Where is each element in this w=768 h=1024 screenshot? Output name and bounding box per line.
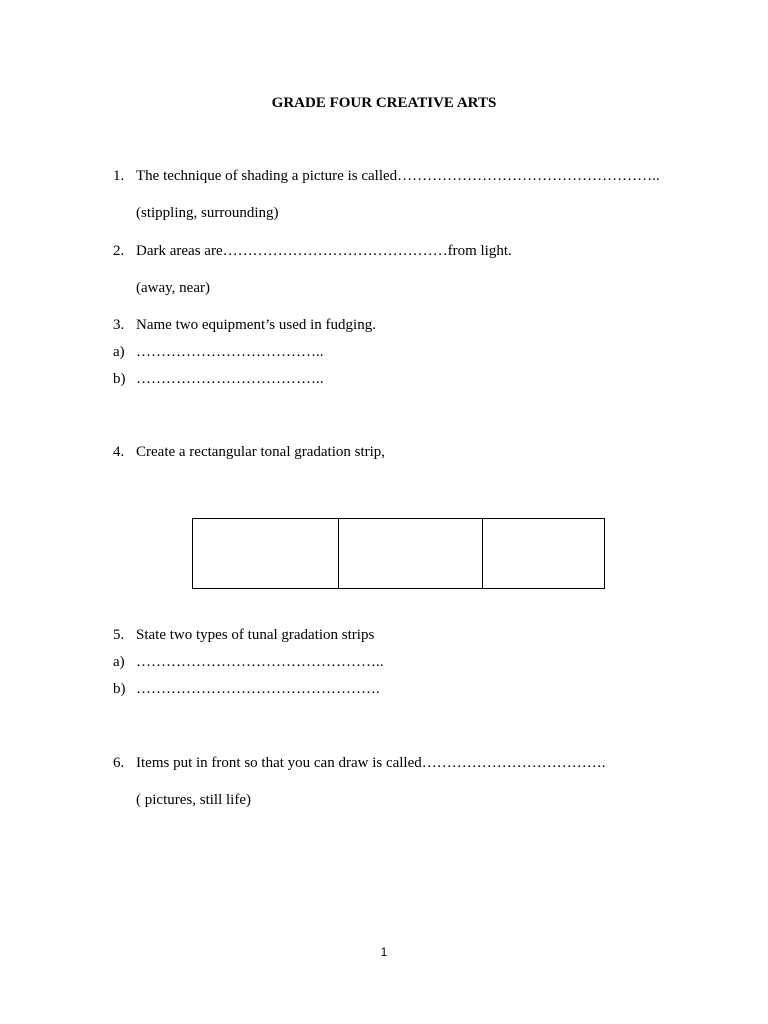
question-5-answer-a-blank: ………………………………………….. (136, 654, 384, 670)
question-4-text: Create a rectangular tonal gradation strip, (136, 444, 386, 460)
question-3-answer-b-blank: ……………………………….. (136, 371, 324, 387)
question-1-number: 1. (113, 168, 125, 184)
question-1-text: The technique of shading a picture is called…………………………………………….. (136, 168, 660, 184)
question-5-answer-b-label: b) (113, 681, 126, 697)
question-2-text: Dark areas are………………………………………from light. (136, 243, 512, 259)
question-3-answer-b-label: b) (113, 371, 126, 387)
question-6-hint: ( pictures, still life) (136, 792, 251, 808)
strip-cell-2 (339, 519, 483, 588)
question-5-text: State two types of tunal gradation strips (136, 627, 375, 643)
question-3-answer-a-label: a) (113, 344, 125, 360)
strip-cell-3 (483, 519, 604, 588)
question-1-hint: (stippling, surrounding) (136, 205, 279, 221)
question-5-number: 5. (113, 627, 125, 643)
page-number: 1 (380, 945, 388, 959)
strip-cell-1 (193, 519, 339, 588)
question-6-text: Items put in front so that you can draw is called………………………………. (136, 755, 606, 771)
question-5-answer-b-blank: …………………………………………. (136, 681, 380, 697)
tonal-gradation-strip (192, 518, 605, 589)
question-3-text: Name two equipment’s used in fudging. (136, 317, 376, 333)
question-2-hint: (away, near) (136, 280, 210, 296)
question-5-answer-a-label: a) (113, 654, 125, 670)
question-4-number: 4. (113, 444, 125, 460)
question-3-answer-a-blank: ……………………………….. (136, 344, 324, 360)
question-6-number: 6. (113, 755, 125, 771)
page-title: GRADE FOUR CREATIVE ARTS (271, 95, 497, 111)
question-2-number: 2. (113, 243, 125, 259)
question-3-number: 3. (113, 317, 125, 333)
